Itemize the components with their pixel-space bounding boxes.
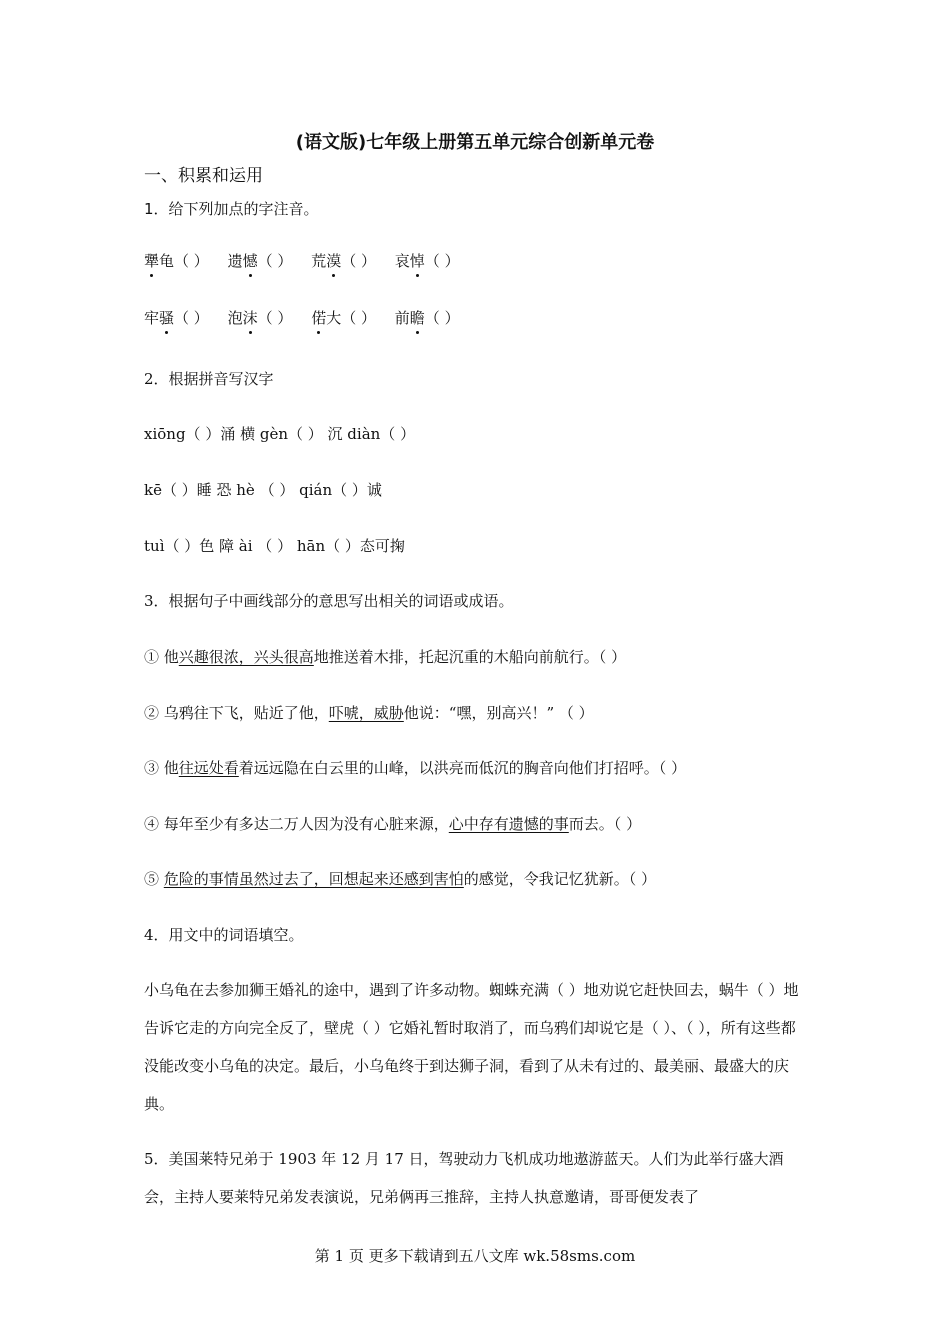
pinyin-line-1: xiōng（ ）涌 横 gèn（ ） 沉 diàn（ ） [144, 425, 416, 443]
dotted-char: 漠 [326, 252, 342, 270]
pinyin-line-3: tuì（ ）色 障 ài （ ） hān（ ）态可掬 [144, 537, 405, 555]
page-footer: 第 1 页 更多下载请到五八文库 wk.58sms.com [314, 1247, 636, 1265]
underlined-phrase: 心中存有遗憾的事 [448, 815, 569, 833]
sentence-item-2: ② 乌鸦往下飞，贴近了他，吓唬，威胁他说：“嘿，别高兴！” （ ） [144, 704, 594, 722]
page-title: (语文版)七年级上册第五单元综合创新单元卷 [295, 132, 655, 153]
question-2-title: 2．根据拼音写汉字 [144, 370, 274, 388]
underlined-phrase: 兴趣很浓，兴头很高 [178, 648, 314, 666]
dotted-char: 犟 [144, 252, 160, 270]
pinyin-line-2: kē（ ）睡 恐 hè （ ） qián（ ）诚 [144, 481, 382, 499]
word-item: 遗憾（ ） [227, 252, 293, 270]
dotted-char: 憾 [242, 252, 258, 270]
question-4-paragraph: 小乌龟在去参加狮王婚礼的途中，遇到了许多动物。蜘蛛充满（ ）地劝说它赶快回去，蜗牛（ ）地告诉它走的方向完全反了，壁虎（ ）它婚礼暂时取消了，而乌鸦们却说它是（ ）、（ ），所有这些都没能改变小乌龟的决定。最后，小乌龟终于到达狮子洞，看到了从未有过的、最美丽、最盛大的庆典。 [144, 981, 799, 1113]
dotted-char: 沫 [242, 309, 258, 327]
word-item: 犟龟（ ） [144, 252, 209, 270]
dotted-char: 偌 [311, 309, 327, 327]
sentence-item-5: ⑤ 危险的事情虽然过去了，回想起来还感到害怕的感觉，令我记忆犹新。（ ） [144, 870, 657, 888]
word-item: 泡沫（ ） [227, 309, 293, 327]
question-1-text: 给下列加点的字注音。 [168, 200, 319, 218]
question-3-title: 3．根据句子中画线部分的意思写出相关的词语或成语。 [144, 592, 514, 610]
question-1-label: 1． [144, 200, 169, 218]
sentence-item-3: ③ 他往远处看着远远隐在白云里的山峰，以洪亮而低沉的胸音向他们打招呼。（ ） [144, 759, 687, 777]
sentence-item-4: ④ 每年至少有多达二万人因为没有心脏来源，心中存有遗憾的事而去。（ ） [144, 815, 642, 833]
section-heading: 一、积累和运用 [144, 166, 263, 186]
pinyin-row-1 [144, 250, 474, 271]
dotted-char: 骚 [159, 309, 175, 327]
question-1 [144, 198, 319, 219]
question-4-title: 4．用文中的词语填空。 [144, 926, 304, 944]
underlined-phrase: 往远处看 [178, 759, 239, 777]
underlined-phrase: 危险的事情虽然过去了，回想起来还感到害怕 [163, 870, 464, 888]
word-item: 牢骚（ ） [144, 309, 209, 327]
word-item: 荒漠（ ） [311, 252, 376, 270]
question-5-paragraph: 5．美国莱特兄弟于 1903 年 12 月 17 日，驾驶动力飞机成功地遨游蓝天。人们为此举行盛大酒会，主持人要莱特兄弟发表演说，兄弟俩再三推辞，主持人执意邀请，哥哥便发表了 [144, 1150, 784, 1206]
word-item: 偌大（ ） [311, 309, 376, 327]
word-item: 哀悼（ ） [394, 252, 460, 270]
underlined-phrase: 吓唬，威胁 [328, 704, 404, 722]
word-item: 前瞻（ ） [394, 309, 460, 327]
sentence-item-1: ① 他兴趣很浓，兴头很高地推送着木排，托起沉重的木船向前航行。（ ） [144, 648, 627, 666]
pinyin-row-2 [144, 307, 474, 328]
dotted-char: 悼 [409, 252, 425, 270]
dotted-char: 瞻 [409, 309, 425, 327]
